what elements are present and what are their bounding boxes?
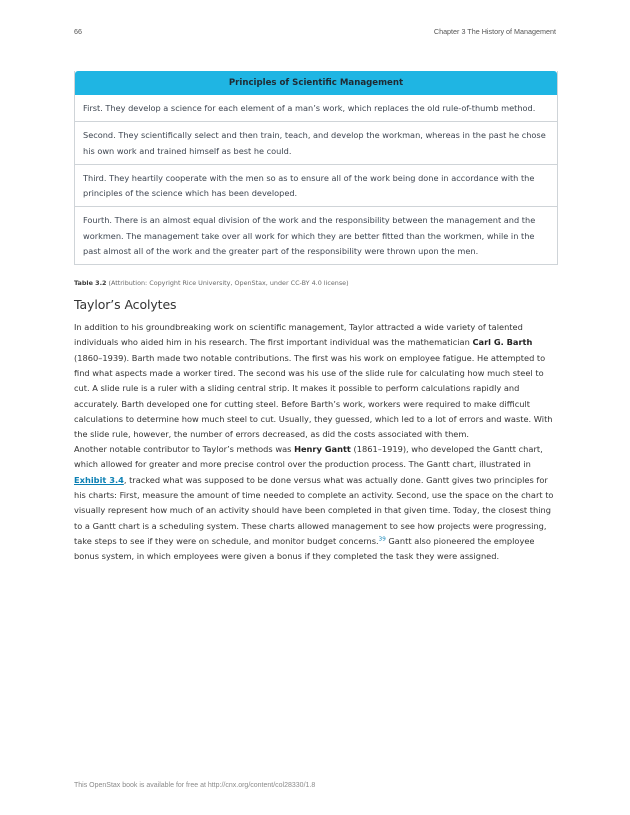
table-caption: [74, 279, 349, 287]
table-row: Second. They scientifically select and then train, teach, and develop the workman, whereas in the past he chose his own work and trained himself as best he could.: [75, 121, 557, 164]
paragraph-gantt: [74, 442, 560, 565]
table-title: Principles of Scientific Management: [75, 71, 557, 95]
table-row: Third. They heartily cooperate with the men so as to ensure all of the work being done in accordance with the principles of the science which has been developed.: [75, 164, 557, 207]
table-caption-label: Table 3.2: [74, 279, 107, 287]
paragraph-text: (1861–1919), who developed the Gantt chart, which allowed for greater and more precise control over the production process. The Gantt chart, illustrated in: [74, 444, 543, 470]
page-footer: This OpenStax book is available for free at http://cnx.org/content/col28330/1.8: [74, 782, 316, 789]
paragraph-text: (1860–1939). Barth made two notable contributions. The first was his work on employee fatigue. He attempted to find what aspects made a worker tired. The second was his use of the slide rule for calculating how much steel to cut. A slide rule is a ruler with a sliding central strip. It makes it possible to perform calculations rapidly and accurately. Barth developed one for cutting steel. Before Barth’s work, workers were required to make difficult calculations to determine how much steel to cut. Usually, they guessed, which led to a lot of errors and waste. With the slide rule, however, the number of errors decreased, as did the costs associated with them.: [74, 352, 553, 440]
page-number: 66: [74, 27, 82, 36]
paragraph-text: Another notable contributor to Taylor’s methods was: [74, 444, 295, 454]
table-row: Fourth. There is an almost equal division of the work and the responsibility between the management and the workmen. The management take over all work for which they are better fitted than the workmen, while in the past almost all of the work and the greater part of the responsibility were thrown upon the men.: [75, 206, 557, 264]
principles-table: [74, 71, 558, 265]
paragraph-barth: [74, 320, 560, 443]
paragraph-text: , tracked what was supposed to be done versus what was actually done. Gantt gives two principles for his charts: First, measure the amount of time needed to complete an activity. Second, use the space on the chart to visually represent how much of an activity should have been completed in that given time. Today, the closest thing to a Gantt chart is a scheduling system. These charts allowed management to see how projects were progressing, take steps to see if they were on schedule, and monitor budget concerns.: [74, 474, 554, 547]
exhibit-link[interactable]: Exhibit 3.4: [74, 474, 124, 485]
section-heading: Taylor’s Acolytes: [74, 297, 177, 312]
paragraph-text: Gantt also pioneered the employee bonus system, in which employees were given a bonus if they completed the task they were assigned.: [74, 536, 535, 562]
footnote-link[interactable]: 39: [378, 536, 386, 543]
person-name-gantt: Henry Gantt: [294, 444, 351, 454]
person-name-barth: Carl G. Barth: [472, 337, 533, 348]
table-caption-attribution: (Attribution: Copyright Rice University, OpenStax, under CC-BY 4.0 license): [106, 279, 349, 287]
table-row: First. They develop a science for each element of a man’s work, which replaces the old rule-of-thumb method.: [83, 103, 536, 113]
paragraph-text: In addition to his groundbreaking work on scientific management, Taylor attracted a wide variety of talented individuals who aided him in his research. The first important individual was the mathematician: [74, 322, 523, 348]
chapter-running-head: Chapter 3 The History of Management: [433, 27, 556, 36]
